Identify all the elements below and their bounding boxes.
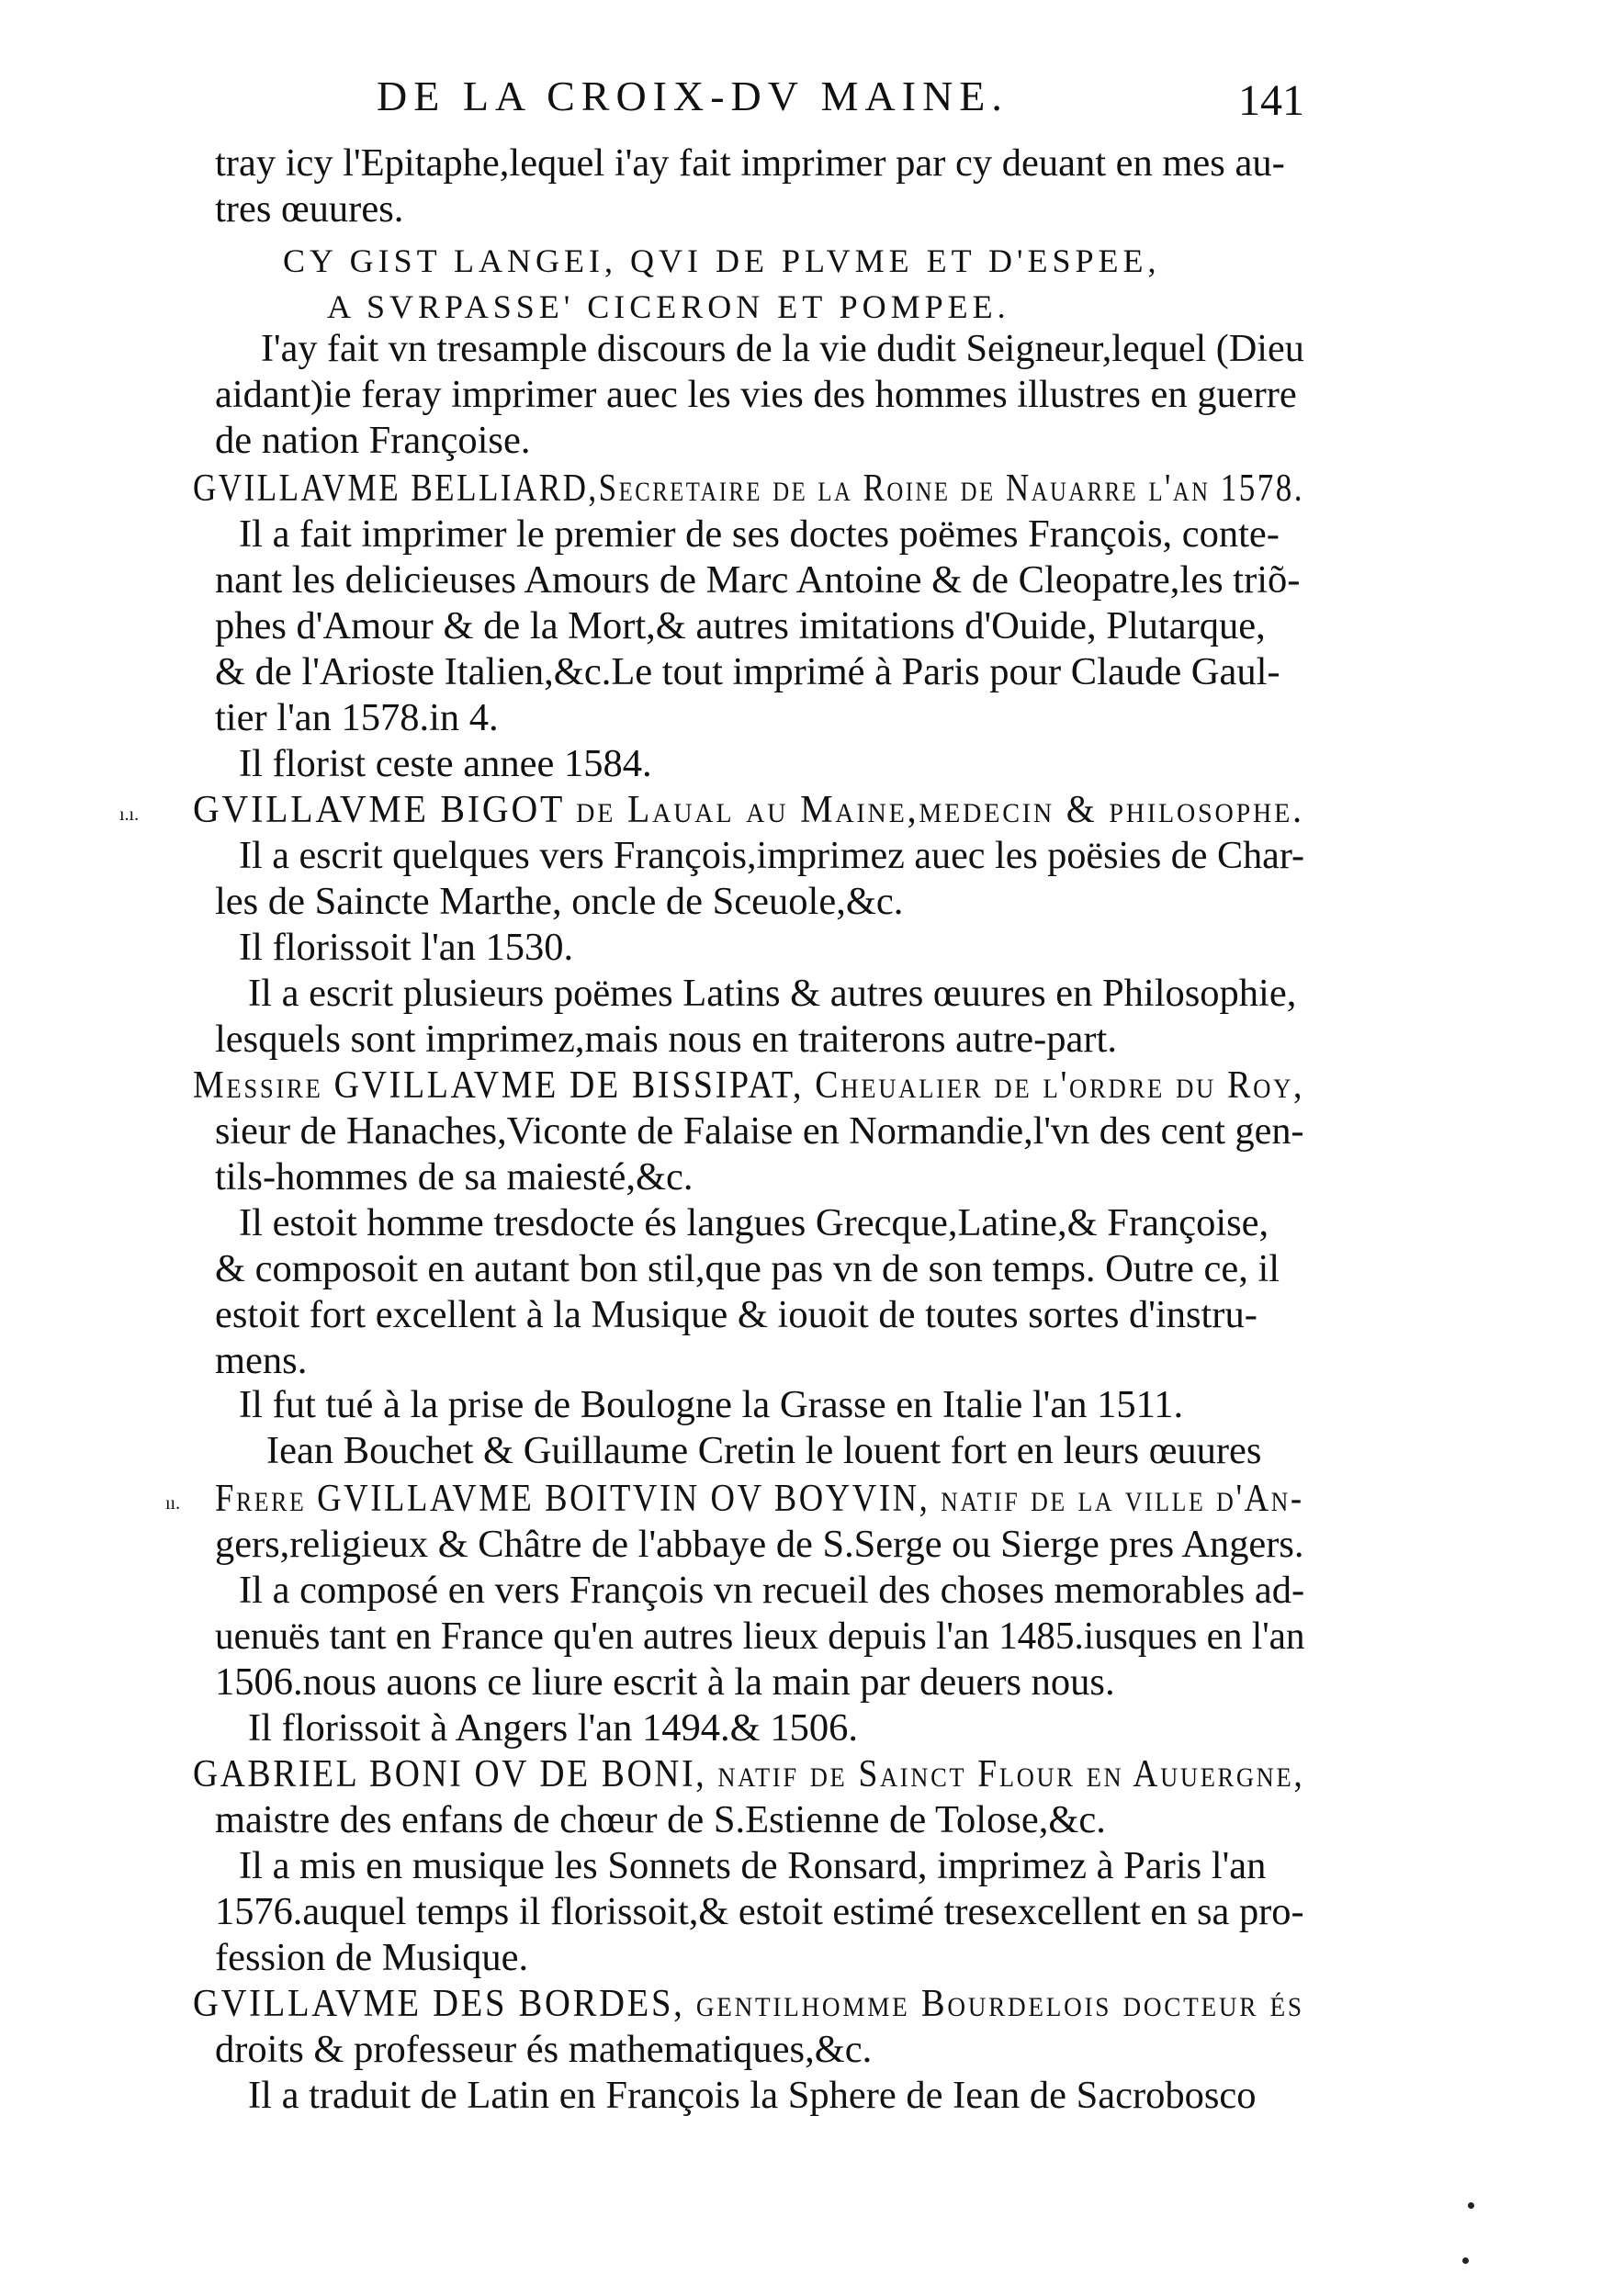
entry-heading: GVILLAVME BIGOT de Laual au Maine,medecin & philosophe. [193,788,1304,831]
text-line: aidant)ie feray imprimer auec les vies des hommes illustres en guerre [215,373,1297,416]
text-line: Il a mis en musique les Sonnets de Ronsard, imprimez à Paris l'an [239,1844,1267,1887]
text-line: phes d'Amour & de la Mort,& autres imitations d'Ouide, Plutarque, [215,604,1266,647]
text-line: de nation Françoise. [215,419,531,462]
text-line: Il a escrit plusieurs poëmes Latins & autres œuures en Philosophie, [248,972,1297,1015]
entry-heading: GVILLAVME DES BORDES, gentilhomme Bourdelois docteur és [193,1982,1304,2025]
text-line: les de Saincte Marthe, oncle de Sceuole,&c. [215,880,904,923]
text-line: fession de Musique. [215,1936,529,1979]
text-line: Il a fait imprimer le premier de ses doctes poëmes François, conte- [239,512,1280,556]
epitaph-line: A SVRPASSE' CICERON ET POMPEE. [327,288,1010,325]
running-title: DE LA CROIX-DV MAINE. [377,73,1009,119]
ink-speck [1468,2202,1474,2209]
text-line: nant les delicieuses Amours de Marc Antoine & de Cleopatre,les triõ- [215,558,1301,602]
text-line: sieur de Hanaches,Viconte de Falaise en Normandie,l'vn des cent gen- [215,1109,1304,1153]
text-line: Il estoit homme tresdocte és langues Grecque,Latine,& Françoise, [239,1201,1269,1244]
text-line: gers,religieux & Châtre de l'abbaye de S.Serge ou Sierge pres Angers. [215,1523,1304,1566]
text-line: I'ay fait vn tresample discours de la vie dudit Seigneur,lequel (Dieu [261,327,1304,370]
text-line: tres œuures. [215,187,404,231]
text-line: Il florist ceste annee 1584. [239,742,652,785]
text-line: Il florissoit l'an 1530. [239,926,574,969]
text-line: droits & professeur és mathematiques,&c. [215,2028,873,2071]
text-line: & de l'Arioste Italien,&c.Le tout imprimé à Paris pour Claude Gaul- [215,650,1280,693]
text-line: uenuës tant en France qu'en autres lieux depuis l'an 1485.iusques en l'an [215,1615,1305,1658]
text-line: 1576.auquel temps il florissoit,& estoit estimé tresexcellent en sa pro- [215,1890,1304,1933]
text-line: Il a escrit quelques vers François,imprimez auec les poësies de Char- [239,834,1305,877]
entry-heading: GABRIEL BONI OV DE BONI, natif de Sainct Flour en Auuergne, [193,1752,1305,1795]
text-line: maistre des enfans de chœur de S.Estienne de Tolose,&c. [215,1798,1106,1841]
text-line: tils-hommes de sa maiesté,&c. [215,1155,694,1199]
margin-note: ıı. [165,1493,181,1514]
text-line: Il florissoit à Angers l'an 1494.& 1506. [248,1706,858,1750]
entry-heading: GVILLAVME BELLIARD,Secretaire de la Roine de Nauarre l'an 1578. [193,467,1304,510]
entry-heading: Messire GVILLAVME DE BISSIPAT, Cheualier de l'ordre du Roy, [193,1064,1305,1107]
text-line: Il a traduit de Latin en François la Sphere de Iean de Sacrobosco [248,2074,1257,2117]
epitaph-line: CY GIST LANGEI, QVI DE PLVME ET D'ESPEE, [283,242,1161,279]
ink-speck [1462,2257,1469,2264]
text-line: tier l'an 1578.in 4. [215,696,499,739]
text-line: tray icy l'Epitaphe,lequel i'ay fait imprimer par cy deuant en mes au- [215,141,1285,185]
text-line: lesquels sont imprimez,mais nous en traiterons autre-part. [215,1018,1117,1061]
text-line: Il a composé en vers François vn recueil des choses memorables ad- [239,1569,1305,1612]
text-line: estoit fort excellent à la Musique & iouoit de toutes sortes d'instru- [215,1293,1257,1336]
text-line: Iean Bouchet & Guillaume Cretin le louent fort en leurs œuures [266,1429,1262,1472]
page-number: 141 [1238,76,1304,125]
margin-note: ı.ı. [119,805,140,825]
text-line: & composoit en autant bon stil,que pas vn de son temps. Outre ce, il [215,1247,1280,1290]
entry-heading: Frere GVILLAVME BOITVIN OV BOYVIN, natif de la ville d'An- [215,1477,1304,1520]
text-line: Il fut tué à la prise de Boulogne la Grasse en Italie l'an 1511. [239,1383,1184,1426]
text-line: 1506.nous auons ce liure escrit à la main par deuers nous. [215,1660,1115,1704]
text-line: mens. [215,1339,308,1382]
